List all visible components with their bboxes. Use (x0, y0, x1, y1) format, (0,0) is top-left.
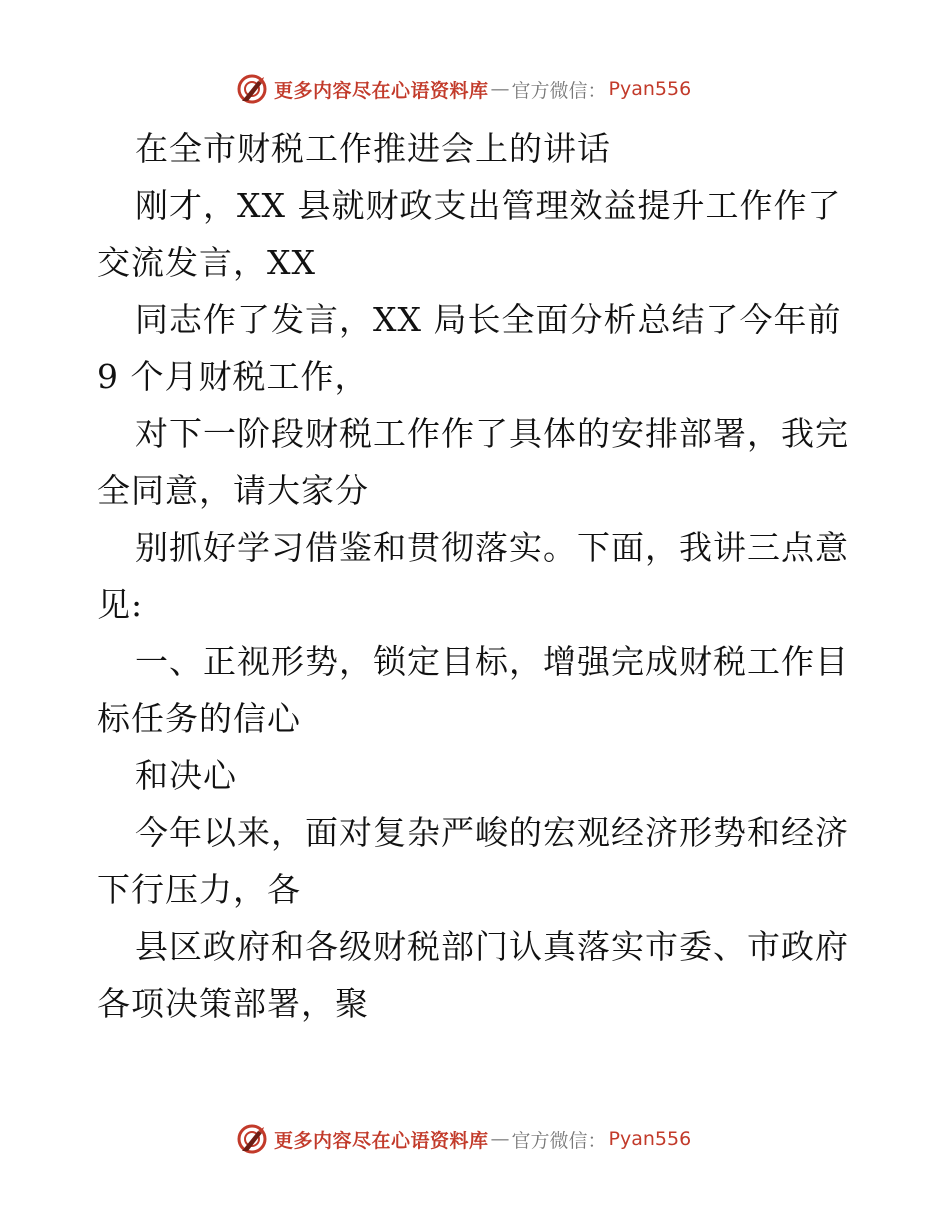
text-line: 在全市财税工作推进会上的讲话 (135, 129, 611, 168)
watermark-label: 官方微信： (511, 79, 607, 102)
watermark-wechat-id: Pyan556 (608, 78, 692, 100)
text-line: 刚才，XX 县就财政支出管理效益提升工作作了 (135, 186, 842, 225)
text-line: 今年以来，面对复杂严峻的宏观经济形势和经济 (135, 813, 849, 852)
text-line: 和决心 (135, 756, 237, 795)
quill-logo-icon (236, 73, 268, 105)
text-line: 9 个月财税工作， (97, 357, 369, 396)
text-line: 县区政府和各级财税部门认真落实市委、市政府 (135, 927, 849, 966)
watermark-label: 官方微信： (511, 1129, 607, 1152)
header-watermark (236, 72, 756, 106)
document-body (97, 120, 857, 1032)
watermark-separator: — (490, 1128, 510, 1150)
text-line: 一、正视形势，锁定目标，增强完成财税工作目 (135, 642, 849, 681)
footer-watermark (236, 1122, 756, 1156)
text-line: 交流发言，XX (97, 243, 316, 282)
watermark-brand: 更多内容尽在心语资料库 (274, 1129, 489, 1152)
text-line: 全同意，请大家分 (97, 471, 369, 510)
text-line: 别抓好学习借鉴和贯彻落实。下面，我讲三点意 (135, 528, 849, 567)
text-line: 同志作了发言，XX 局长全面分析总结了今年前 (135, 300, 842, 339)
watermark-brand: 更多内容尽在心语资料库 (274, 79, 489, 102)
text-line: 对下一阶段财税工作作了具体的安排部署，我完 (135, 414, 849, 453)
text-line: 标任务的信心 (97, 699, 301, 738)
quill-logo-icon (236, 1123, 268, 1155)
text-line: 下行压力，各 (97, 870, 301, 909)
text-line: 见: (97, 585, 144, 624)
watermark-separator: — (490, 78, 510, 100)
watermark-wechat-id: Pyan556 (608, 1128, 692, 1150)
text-line: 各项决策部署，聚 (97, 984, 369, 1023)
